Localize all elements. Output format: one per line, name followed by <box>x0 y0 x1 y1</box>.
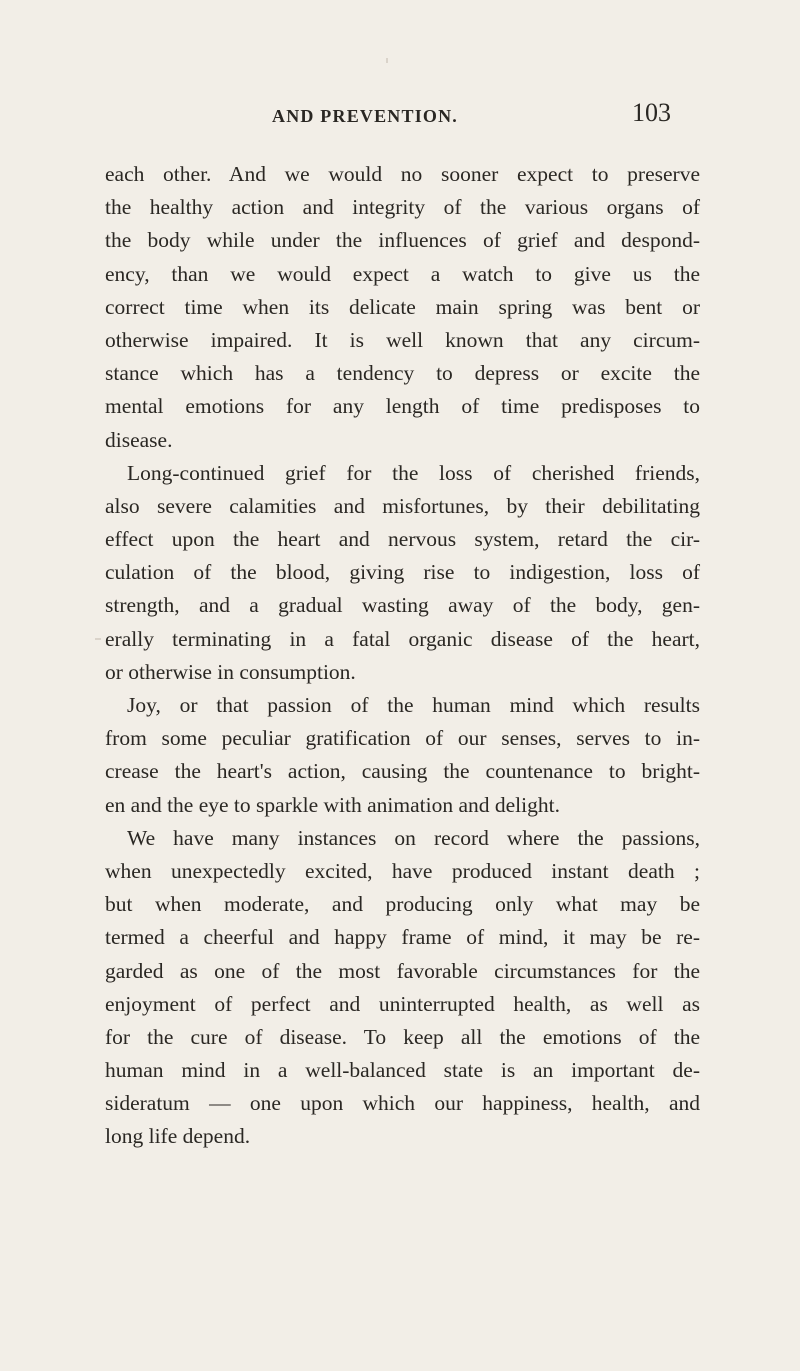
text-line: strength, and a gradual wasting away of the body, gen- <box>105 593 700 618</box>
text-line: the healthy action and integrity of the various organs of <box>105 195 700 220</box>
text-line: Joy, or that passion of the human mind which results <box>127 693 700 717</box>
text-line: the body while under the influences of grief and despond- <box>105 228 700 253</box>
body-text <box>105 158 700 1154</box>
text-line: erally terminating in a fatal organic disease of the heart, <box>105 626 700 651</box>
running-head <box>0 92 800 132</box>
text-line: disease. <box>105 427 173 452</box>
running-title: AND PREVENTION. <box>272 106 459 126</box>
text-line: crease the heart's action, causing the countenance to bright- <box>105 759 700 784</box>
text-line: long life depend. <box>105 1124 251 1149</box>
text-line: but when moderate, and producing only what may be <box>105 892 700 917</box>
text-line: human mind in a well-balanced state is an important de- <box>105 1058 700 1083</box>
text-line: We have many instances on record where the passions, <box>127 825 700 850</box>
text-line: garded as one of the most favorable circumstances for the <box>105 958 700 983</box>
text-line: each other. And we would no sooner expect to preserve <box>105 162 700 186</box>
paper-speck <box>386 58 388 63</box>
text-line: Long-continued grief for the loss of cherished friends, <box>127 460 700 485</box>
paper-speck <box>95 638 101 640</box>
text-line: from some peculiar gratification of our senses, serves to in- <box>105 726 700 751</box>
text-line: ency, than we would expect a watch to give us the <box>105 261 700 286</box>
text-line: stance which has a tendency to depress or excite the <box>105 361 700 386</box>
text-line: termed a cheerful and happy frame of mind, it may be re- <box>105 925 700 950</box>
text-line: mental emotions for any length of time predisposes to <box>105 394 700 419</box>
text-line: when unexpectedly excited, have produced instant death ; <box>105 858 700 883</box>
text-line: enjoyment of perfect and uninterrupted health, as well as <box>105 991 700 1016</box>
text-line: correct time when its delicate main spring was bent or <box>105 294 700 319</box>
text-line: also severe calamities and misfortunes, by their debilitating <box>105 493 700 518</box>
text-line: en and the eye to sparkle with animation and delight. <box>105 792 560 817</box>
text-line: otherwise impaired. It is well known that any circum- <box>105 327 700 352</box>
text-line: or otherwise in consumption. <box>105 659 356 684</box>
text-line: sideratum — one upon which our happiness, health, and <box>105 1091 700 1116</box>
text-line: culation of the blood, giving rise to indigestion, loss of <box>105 560 700 585</box>
text-line: effect upon the heart and nervous system, retard the cir- <box>105 527 700 552</box>
page-number: 103 <box>632 98 671 127</box>
text-line: for the cure of disease. To keep all the emotions of the <box>105 1024 700 1049</box>
